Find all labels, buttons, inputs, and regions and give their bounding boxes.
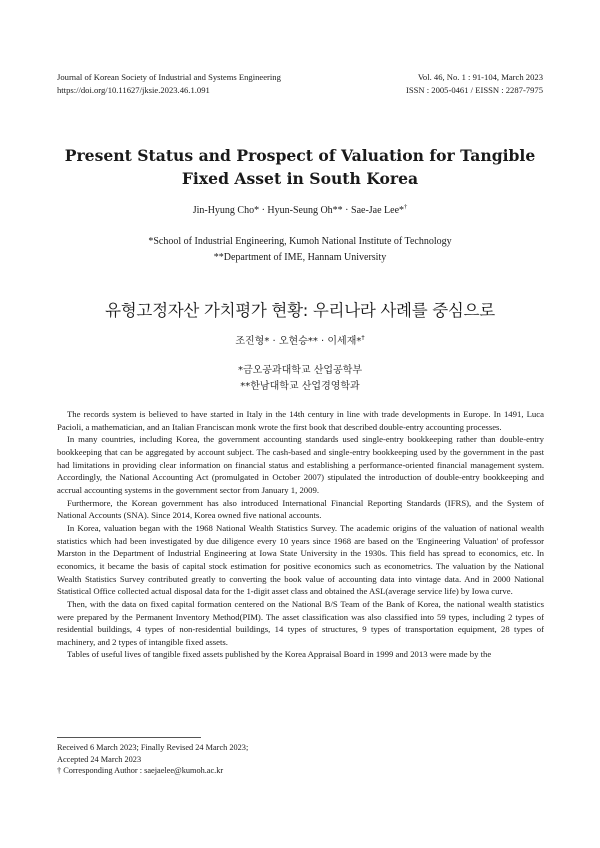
abstract-body <box>57 408 544 661</box>
corresponding-mark: † <box>404 203 408 211</box>
abstract-paragraph: Furthermore, the Korean government has also introduced International Financial Reporting Standards (IFRS), and the System of National Accounts (SNA). Since 2014, Korea owned five national accounts. <box>57 497 544 521</box>
korean-affiliation-1: *금오공과대학교 산업공학부 <box>237 365 363 376</box>
issn-info: ISSN : 2005-0461 / EISSN : 2287-7975 <box>405 85 543 95</box>
journal-header-left <box>57 71 281 97</box>
affiliations <box>40 234 560 265</box>
korean-affiliation-2: **한남대학교 산업경영학과 <box>240 381 360 392</box>
accepted-date: Accepted 24 March 2023 <box>57 754 142 764</box>
korean-affiliations <box>40 363 560 395</box>
footnote-divider <box>57 737 201 738</box>
received-date: Received 6 March 2023; Finally Revised 24 March 2023; <box>57 743 249 752</box>
abstract-paragraph: Tables of useful lives of tangible fixed assets published by the Korea Appraisal Board in 1999 and 2013 were made by the <box>67 649 492 660</box>
korean-author-list <box>40 332 560 347</box>
title-line-2: Fixed Asset in South Korea <box>181 169 419 188</box>
abstract-paragraph: Then, with the data on fixed capital formation centered on the National B/S Team of the Bank of Korea, the national wealth statistics were prepared by the Permanent Inventory Method(PIM). The asset classification was also classified into 59 types, including 2 types of residential buildings, 4 types of non-residential buildings, 14 types of structures, 9 types of transportation equipment, 28 types of machinery, and 2 types of intangible fixed assets. <box>57 598 544 647</box>
abstract-paragraph: In Korea, valuation began with the 1968 National Wealth Statistics Survey. The academic origins of the valuation of national wealth statistics which had been investigated by due diligence every 10 years since 1968 are based on the 'Engineering Valuation' of professor Marston in the Department of Industrial Engineering at Iowa State University in the 1930s. This field has spread to economics, etc. In economics, it became the basis of capital stock estimation for positive economics such as econometrics. The valuation by the National Wealth Statistics Survey contributed greatly to converting the book value of accounting data into vintage data. And in 2000 National Statistical Office collected actual disposal data for the 1-digit asset class and obtained the ASL(average service life) by Iowa curve. <box>57 522 544 597</box>
volume-info: Vol. 46, No. 1 : 91-104, March 2023 <box>417 72 543 82</box>
korean-corresponding-mark: † <box>361 333 365 342</box>
korean-author-names: 조진형* · 오현승** · 이세재* <box>235 336 362 347</box>
paper-title <box>40 144 560 190</box>
journal-header-right <box>406 71 543 97</box>
corresponding-author: † Corresponding Author : saejaelee@kumoh.ac.kr <box>57 766 224 776</box>
title-line-1: Present Status and Prospect of Valuation for Tangible <box>64 146 536 165</box>
author-list <box>40 205 560 216</box>
doi-link[interactable]: https://doi.org/10.11627/jksie.2023.46.1.091 <box>57 85 210 95</box>
korean-title: 유형고정자산 가치평가 현황: 우리나라 사례를 중심으로 <box>105 301 495 320</box>
affiliation-2: **Department of IME, Hannam University <box>213 251 387 263</box>
author-names: Jin-Hyung Cho* · Hyun-Seung Oh** · Sae-Jae Lee* <box>192 205 405 216</box>
abstract-paragraph: In many countries, including Korea, the government accounting standards used single-entry bookkeeping rather than double-entry bookkeeping that can be aggregated by account subject. The cash-based and single-entry bookkeeping used by the government in the past had limitations in providing clear information on financial status and establishing a performance-oriented financial management system. Accordingly, the National Accounting Act (promulgated in October 2007) stipulated the introduction of double-entry bookkeeping and accrual accounting systems in the government sector from January 1, 2009. <box>57 434 544 495</box>
abstract-paragraph: The records system is believed to have started in Italy in the 14th century in line with trade developments in Europe. In 1491, Luca Pacioli, a mathematician, and an Italian Franciscan monk wrote the first book that described double-entry accounting processes. <box>57 409 544 432</box>
journal-name: Journal of Korean Society of Industrial and Systems Engineering <box>57 72 281 82</box>
affiliation-1: *School of Industrial Engineering, Kumoh National Institute of Technology <box>148 236 452 247</box>
footnotes <box>57 742 248 777</box>
